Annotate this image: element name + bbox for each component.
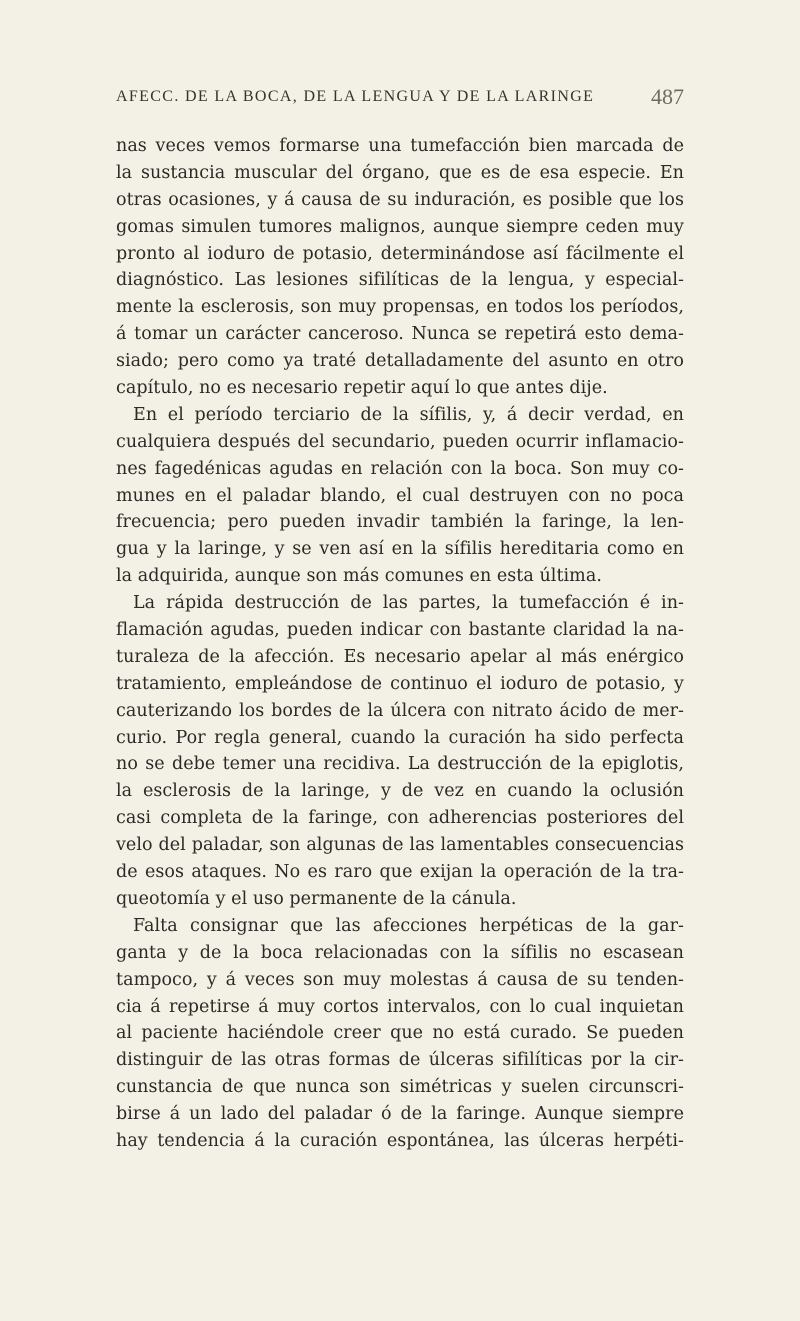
running-head	[0, 84, 800, 114]
text-line: cauterizando los bordes de la úlcera con nitrato ácido de mer-	[116, 700, 684, 721]
text-line: gua y la laringe, y se ven así en la sífilis hereditaria como en	[116, 539, 684, 560]
body-text	[116, 133, 684, 1155]
text-line: hay tendencia á la curación espontánea, las úlceras herpéti-	[116, 1130, 684, 1151]
text-line: á tomar un carácter canceroso. Nunca se repetirá esto dema-	[116, 324, 684, 345]
text-line: munes en el paladar blando, el cual destruyen con no poca	[116, 485, 684, 506]
text-line: gomas simulen tumores malignos, aunque siempre ceden muy	[116, 216, 684, 237]
text-line: siado; pero como ya traté detalladamente del asunto en otro	[116, 351, 684, 372]
text-line: nes fagedénicas agudas en relación con la boca. Son muy co-	[116, 458, 684, 479]
text-line: mente la esclerosis, son muy propensas, en todos los períodos,	[116, 297, 684, 318]
text-line: diagnóstico. Las lesiones sifilíticas de la lengua, y especial-	[116, 270, 684, 291]
text-line: birse á un lado del paladar ó de la faringe. Aunque siempre	[116, 1104, 684, 1125]
text-line: tampoco, y á veces son muy molestas á causa de su tenden-	[116, 969, 684, 990]
text-line: al paciente haciéndole creer que no está curado. Se pueden	[116, 1023, 684, 1044]
text-line: queotomía y el uso permanente de la cánula.	[116, 888, 517, 909]
text-line: la esclerosis de la laringe, y de vez en cuando la oclusión	[116, 781, 684, 802]
text-line: distinguir de las otras formas de úlceras sifilíticas por la cir-	[116, 1050, 684, 1071]
text-line: ganta y de la boca relacionadas con la sífilis no escasean	[116, 942, 684, 963]
text-line: turaleza de la afección. Es necesario apelar al más enérgico	[116, 646, 684, 667]
text-line: la sustancia muscular del órgano, que es de esa especie. En	[116, 162, 684, 183]
text-line: cia á repetirse á muy cortos intervalos, con lo cual inquietan	[116, 996, 684, 1017]
paragraph-start-line: Falta consignar que las afecciones herpéticas de la gar-	[133, 915, 684, 936]
text-line: casi completa de la faringe, con adherencias posteriores del	[116, 808, 684, 829]
text-line: cualquiera después del secundario, pueden ocurrir inflamacio-	[116, 431, 684, 452]
text-line: pronto al ioduro de potasio, determinándose así fácilmente el	[116, 243, 684, 264]
text-line: frecuencia; pero pueden invadir también la faringe, la len-	[116, 512, 684, 533]
paragraph-start-line: En el período terciario de la sífilis, y, á decir verdad, en	[133, 404, 684, 425]
paragraph-start-line: La rápida destrucción de las partes, la tumefacción é in-	[133, 593, 684, 614]
text-line: velo del paladar, son algunas de las lamentables consecuencias	[116, 835, 684, 856]
text-line: cunstancia de que nunca son simétricas y suelen circunscri-	[116, 1077, 684, 1098]
text-line: no se debe temer una recidiva. La destrucción de la epiglotis,	[116, 754, 684, 775]
text-line: curio. Por regla general, cuando la curación ha sido perfecta	[116, 727, 684, 748]
text-line: la adquirida, aunque son más comunes en esta última.	[116, 566, 602, 587]
text-line: de esos ataques. No es raro que exijan la operación de la tra-	[116, 862, 684, 883]
page-number: 487	[651, 84, 684, 109]
text-line: capítulo, no es necesario repetir aquí lo que antes dije.	[116, 378, 608, 399]
text-line: flamación agudas, pueden indicar con bastante claridad la na-	[116, 620, 684, 641]
text-line: otras ocasiones, y á causa de su induración, es posible que los	[116, 189, 684, 210]
running-title: AFECC. DE LA BOCA, DE LA LENGUA Y DE LA LARINGE	[116, 88, 595, 105]
text-line: tratamiento, empleándose de continuo el ioduro de potasio, y	[116, 673, 684, 694]
text-line: nas veces vemos formarse una tumefacción bien marcada de	[116, 136, 684, 156]
